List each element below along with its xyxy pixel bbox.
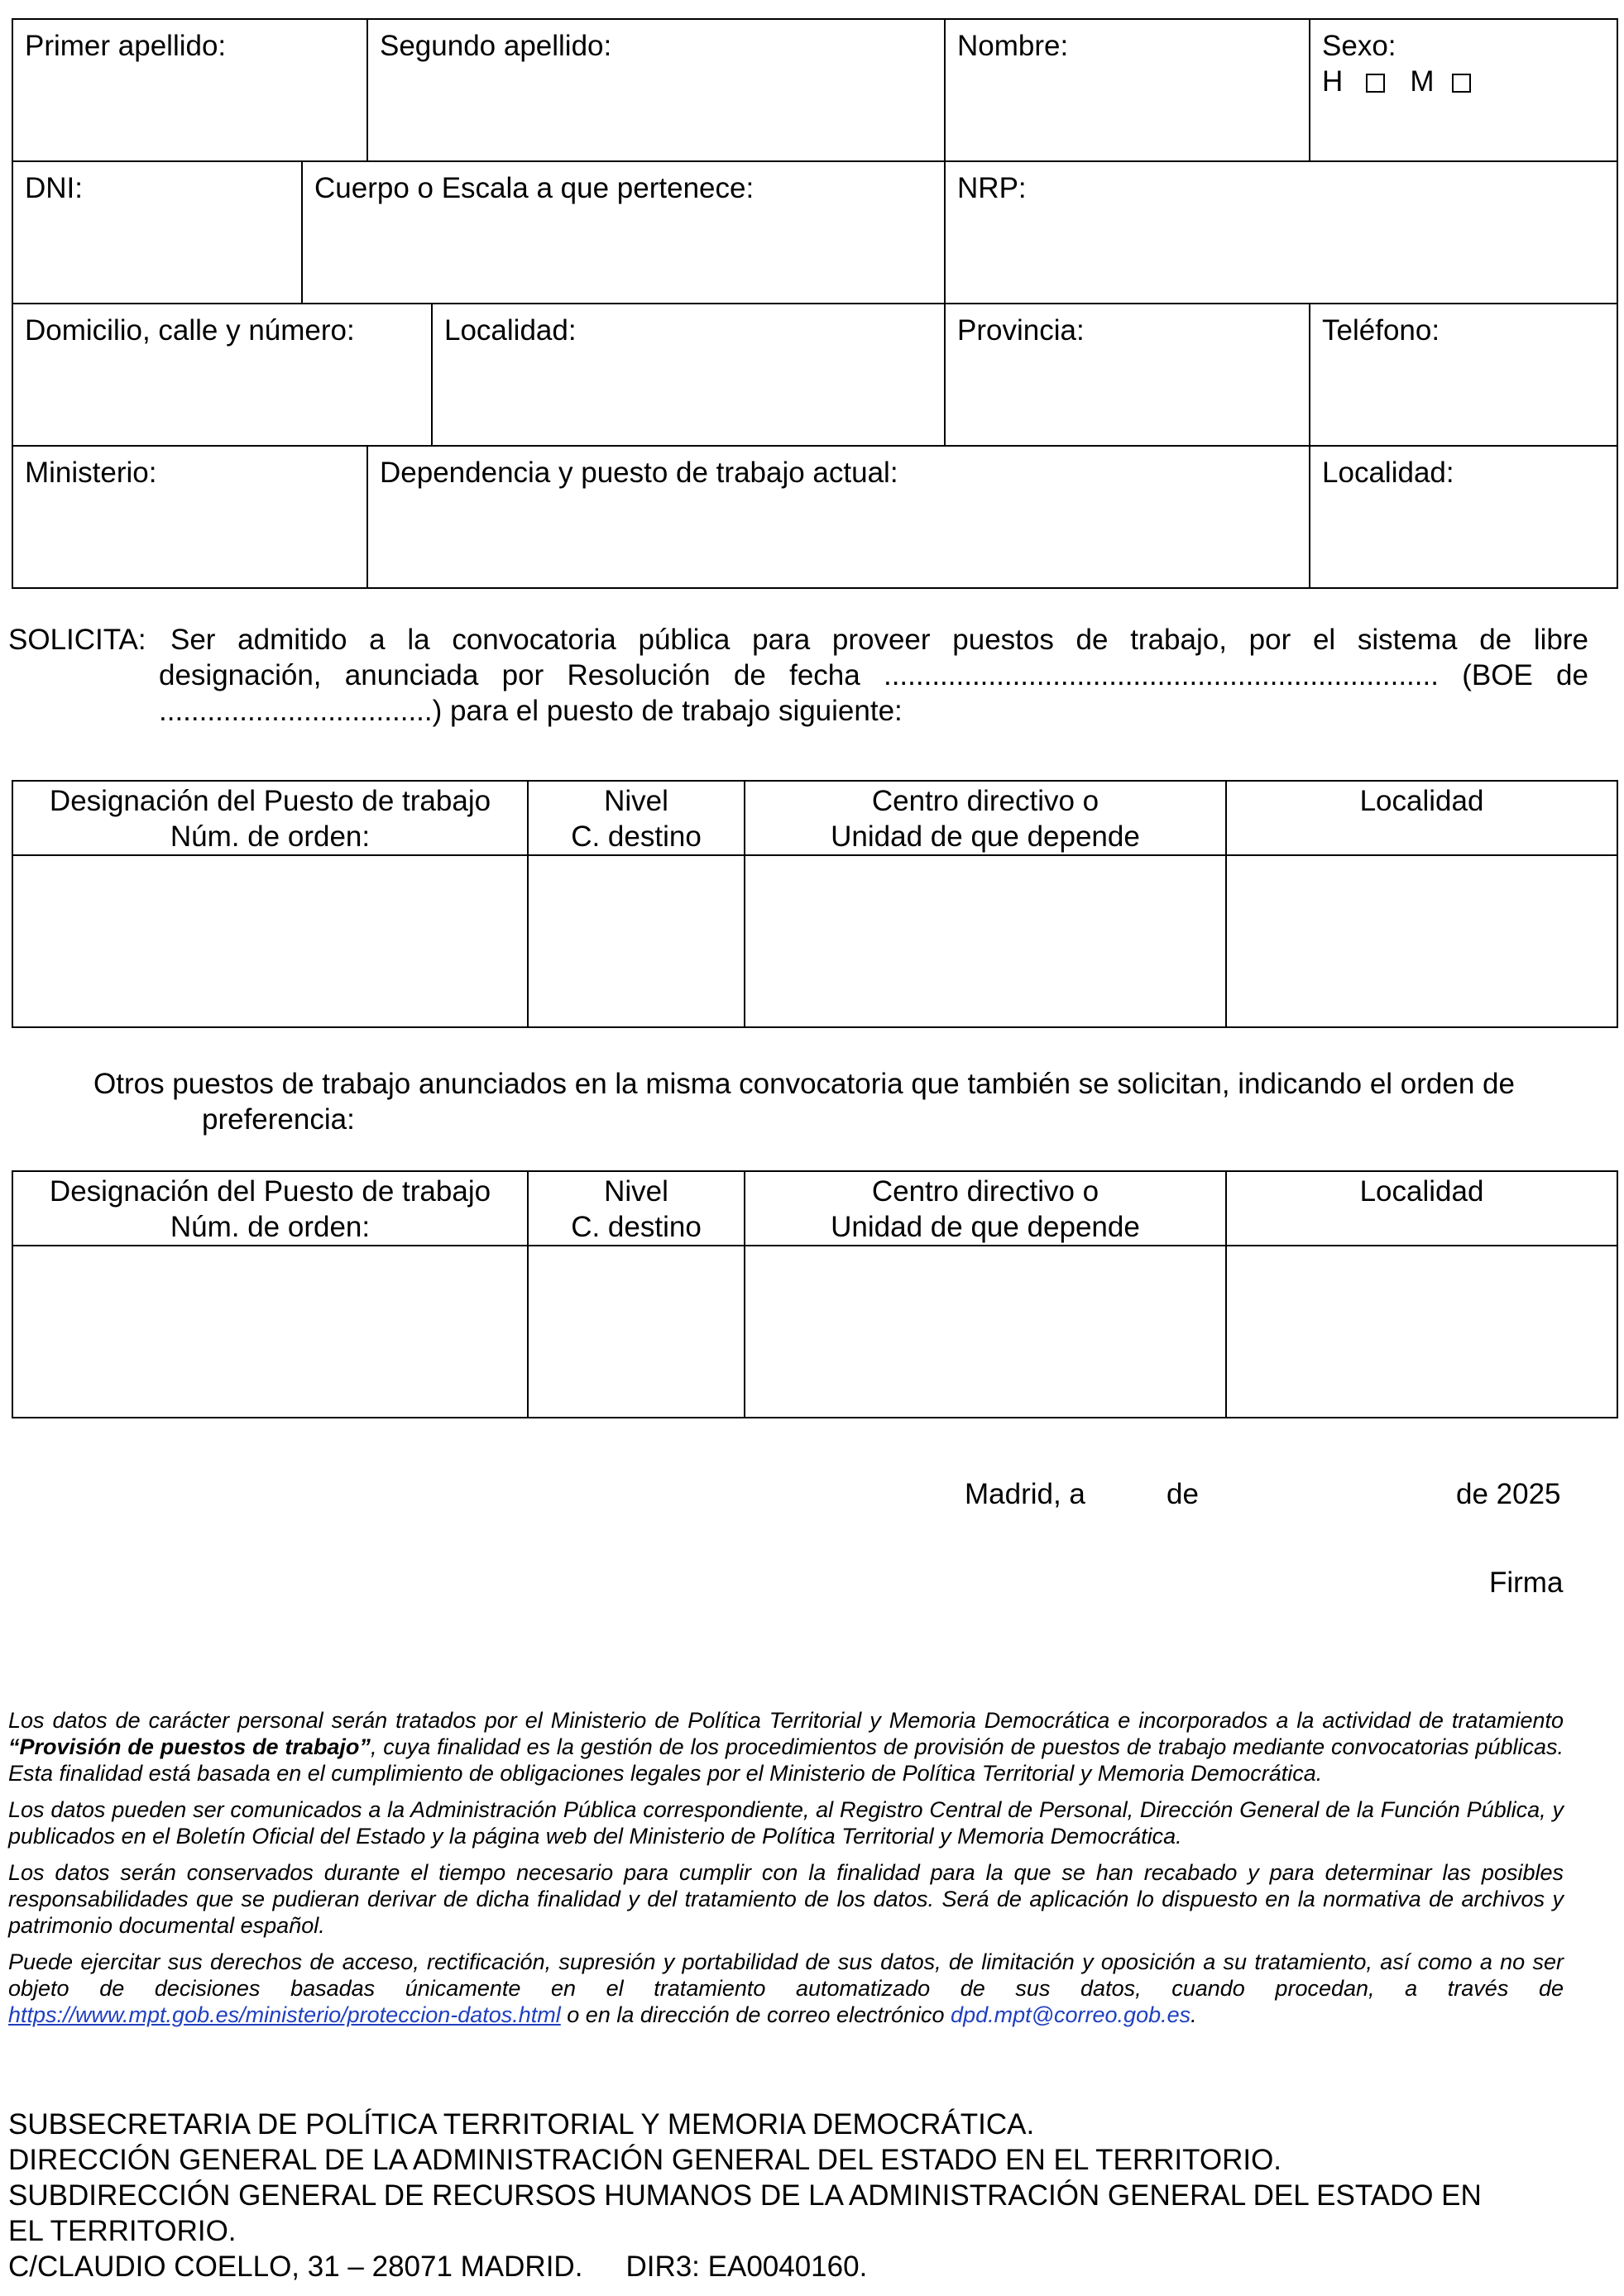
header-centro-2 (745, 1171, 1226, 1246)
header-centro-line1: Centro directivo o (871, 785, 1099, 817)
legal-notice (8, 1707, 1564, 2038)
footer-line-3: SUBDIRECCIÓN GENERAL DE RECURSOS HUMANOS DE LA ADMINISTRACIÓN GENERAL DEL ESTADO EN (8, 2179, 1482, 2212)
sexo-label: Sexo: (1322, 30, 1396, 62)
input-nivel-2[interactable] (528, 1246, 745, 1418)
header-designacion-2-line1: Designación del Puesto de trabajo (49, 1175, 491, 1208)
otros-line-1: Otros puestos de trabajo anunciados en la misma convocatoria que también se solicitan, indicando el orden de (93, 1068, 1515, 1100)
localidad-trabajo-field[interactable] (1310, 446, 1617, 588)
provincia-label: Provincia: (957, 314, 1085, 347)
input-designacion[interactable] (12, 855, 528, 1027)
input-localidad[interactable] (1226, 855, 1617, 1027)
header-centro-2-line2: Unidad de que depende (831, 1211, 1140, 1243)
fecha-de: de (1167, 1478, 1199, 1510)
domicilio-label: Domicilio, calle y número: (25, 314, 355, 347)
header-localidad (1226, 781, 1617, 855)
sexo-m-checkbox[interactable] (1452, 74, 1471, 93)
sexo-m-label: M (1410, 65, 1435, 98)
legal-paragraph-4 (8, 1949, 1564, 2028)
header-designacion-2-line2: Núm. de orden: (170, 1211, 371, 1243)
puesto-table (12, 780, 1618, 1028)
proteccion-datos-link[interactable]: https://www.mpt.gob.es/ministerio/proteccion-datos.html (8, 2002, 561, 2027)
nombre-field[interactable] (945, 19, 1310, 161)
header-localidad-2 (1226, 1171, 1617, 1246)
header-designacion (12, 781, 528, 855)
header-nivel (528, 781, 745, 855)
header-nivel-line2: C. destino (571, 820, 702, 853)
primer-apellido-field[interactable] (12, 19, 367, 161)
segundo-apellido-field[interactable] (367, 19, 945, 161)
dni-field[interactable] (12, 161, 302, 304)
localidad-trabajo-label: Localidad: (1322, 457, 1454, 489)
header-centro-line2: Unidad de que depende (831, 820, 1140, 853)
dependencia-label: Dependencia y puesto de trabajo actual: (380, 457, 898, 489)
header-nivel-line1: Nivel (604, 785, 668, 817)
telefono-label: Teléfono: (1322, 314, 1440, 347)
header-localidad-2-line1: Localidad (1359, 1175, 1484, 1208)
input-centro-2[interactable] (745, 1246, 1226, 1418)
ministerio-field[interactable] (12, 446, 367, 588)
legal-paragraph-3: Los datos serán conservados durante el tiempo necesario para cumplir con la finalidad para la que se han recabado y para determinar las posibles responsabilidades que se pudieran derivar de dicha finalidad y del tratamiento de los datos. Será de aplicación lo dispuesto en la normativa de archivos y patrimonio documental español. (8, 1860, 1564, 1938)
cuerpo-escala-label: Cuerpo o Escala a que pertenece: (314, 172, 755, 204)
legal-paragraph-1 (8, 1707, 1564, 1787)
legal-p1-text-2: , cuya finalidad es la gestión de los procedimientos de provisión de puestos de trabajo mediante convocatorias públicas. Esta finalidad está basada en el cumplimiento de obligaciones legales por el Ministerio de Política Territorial y Memoria Democrática. (8, 1734, 1564, 1786)
footer-line-4: EL TERRITORIO. (8, 2215, 237, 2247)
solicita-line-2: designación, anunciada por Resolución de fecha ..................................................................... (BOE de (159, 659, 1588, 691)
nrp-field[interactable] (945, 161, 1617, 304)
personal-data-table (12, 18, 1618, 589)
fecha-anio: de 2025 (1456, 1478, 1561, 1510)
localidad-domicilio-label: Localidad: (444, 314, 577, 347)
sexo-field (1310, 19, 1617, 161)
header-localidad-line1: Localidad (1359, 785, 1484, 817)
nrp-label: NRP: (957, 172, 1027, 204)
solicita-line-3: ..................................) para el puesto de trabajo siguiente: (159, 695, 903, 727)
input-designacion-2[interactable] (12, 1246, 528, 1418)
dni-label: DNI: (25, 172, 83, 204)
header-nivel-2-line2: C. destino (571, 1211, 702, 1243)
solicita-line-1: Ser admitido a la convocatoria pública para proveer puestos de trabajo, por el sistema de libre (170, 624, 1588, 656)
solicita-label: SOLICITA: (8, 624, 146, 656)
domicilio-field[interactable] (12, 304, 432, 446)
legal-p1-text: Los datos de carácter personal serán tratados por el Ministerio de Política Territorial y Memoria Democrática e incorporados a la actividad de tratamiento (8, 1708, 1564, 1733)
nombre-label: Nombre: (957, 30, 1069, 62)
segundo-apellido-label: Segundo apellido: (380, 30, 612, 62)
footer-line-2: DIRECCIÓN GENERAL DE LA ADMINISTRACIÓN GENERAL DEL ESTADO EN EL TERRITORIO. (8, 2144, 1282, 2176)
footer-dir3: DIR3: EA0040160. (625, 2251, 868, 2283)
localidad-domicilio-field[interactable] (432, 304, 945, 446)
legal-paragraph-2: Los datos pueden ser comunicados a la Administración Pública correspondiente, al Registro Central de Personal, Dirección General de la Función Pública, y publicados en el Boletín Oficial del Estado y la página web del Ministerio de Política Territorial y Memoria Democrática. (8, 1797, 1564, 1849)
legal-p4-text: Puede ejercitar sus derechos de acceso, rectificación, supresión y portabilidad de sus datos, de limitación y oposición a su tratamiento, así como a no ser objeto de decisiones basadas únicamente en el tratamiento automatizado de sus datos, cuando procedan, a través de (8, 1949, 1564, 2001)
sexo-h-checkbox[interactable] (1366, 74, 1385, 93)
footer-line-5 (8, 2249, 1605, 2284)
input-localidad-2[interactable] (1226, 1246, 1617, 1418)
header-nivel-2-line1: Nivel (604, 1175, 668, 1208)
header-centro-2-line1: Centro directivo o (871, 1175, 1099, 1208)
footer-line-1: SUBSECRETARIA DE POLÍTICA TERRITORIAL Y MEMORIA DEMOCRÁTICA. (8, 2108, 1035, 2141)
header-designacion-2 (12, 1171, 528, 1246)
firma-label: Firma (1489, 1567, 1564, 1599)
footer-address (8, 2107, 1605, 2284)
header-designacion-line2: Núm. de orden: (170, 820, 371, 853)
dpd-email-link[interactable]: dpd.mpt@correo.gob.es (951, 2002, 1191, 2027)
legal-p4-text-3: . (1190, 2002, 1197, 2027)
fecha-madrid: Madrid, a (965, 1478, 1085, 1510)
input-nivel[interactable] (528, 855, 745, 1027)
primer-apellido-label: Primer apellido: (25, 30, 227, 62)
header-designacion-line1: Designación del Puesto de trabajo (49, 785, 491, 817)
input-centro[interactable] (745, 855, 1226, 1027)
telefono-field[interactable] (1310, 304, 1617, 446)
ministerio-label: Ministerio: (25, 457, 157, 489)
legal-p4-text-2: o en la dirección de correo electrónico (560, 2002, 951, 2027)
header-centro (745, 781, 1226, 855)
otros-line-2: preferencia: (202, 1103, 355, 1136)
footer-address-street: C/CLAUDIO COELLO, 31 – 28071 MADRID. (8, 2251, 583, 2283)
provincia-field[interactable] (945, 304, 1310, 446)
cuerpo-escala-field[interactable] (302, 161, 945, 304)
dependencia-field[interactable] (367, 446, 1310, 588)
otros-puestos-table (12, 1170, 1618, 1418)
sexo-h-label: H (1322, 65, 1344, 98)
legal-p1-activity: “Provisión de puestos de trabajo” (8, 1734, 371, 1759)
header-nivel-2 (528, 1171, 745, 1246)
